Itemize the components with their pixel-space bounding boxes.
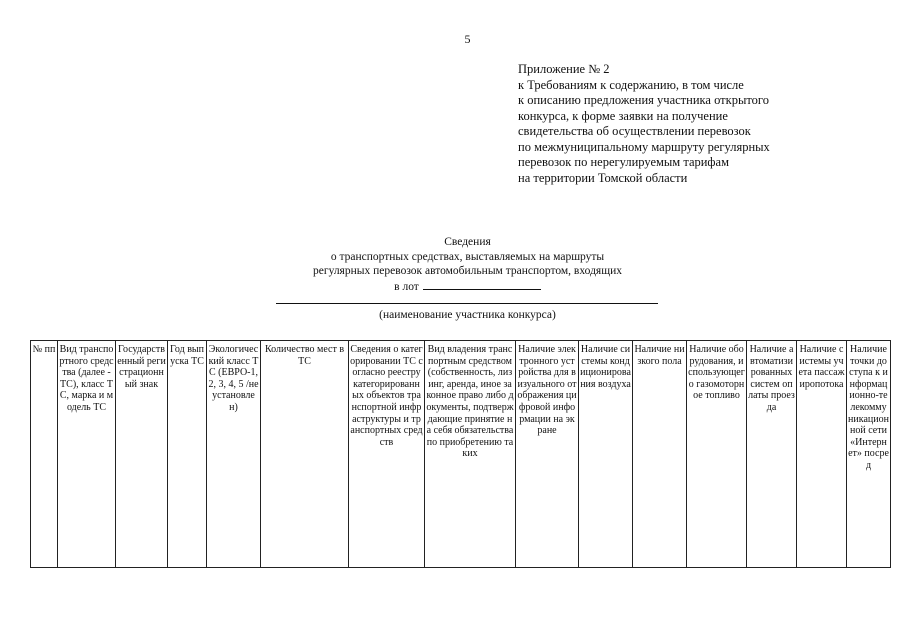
column-header: Наличие автоматизированных систем оплаты проезда <box>747 341 797 568</box>
participant-caption: (наименование участника конкурса) <box>379 309 556 321</box>
column-header: Наличие системы кондиционирования воздуха <box>579 341 633 568</box>
column-header: Количество мест в ТС <box>261 341 349 568</box>
appendix-line: по межмуниципальному маршруту регулярных <box>518 139 770 154</box>
lot-label: в лот <box>394 280 419 293</box>
document-subtitle-line: о транспортных средствах, выставляемых на маршруты <box>330 250 605 263</box>
appendix-line: Приложение № 2 <box>518 62 610 76</box>
vehicle-info-table <box>30 340 891 568</box>
column-header: Экологический класс ТС (ЕВРО-1, 2, 3, 4, 5 /не установлен) <box>207 341 261 568</box>
lot-blank-field[interactable] <box>423 279 541 290</box>
appendix-line: к Требованиям к содержанию, в том числе <box>518 77 744 92</box>
table-header-row <box>31 341 891 568</box>
column-header: Наличие электронного устройства для визуального отображения цифровой информации на экране <box>516 341 579 568</box>
column-header: Год выпуска ТС <box>168 341 207 568</box>
column-header: Государственный регистрационный знак <box>116 341 168 568</box>
document-heading: Сведения <box>444 236 491 248</box>
document-title-block <box>0 235 905 294</box>
appendix-line: конкурса, к форме заявки на получение <box>518 108 728 123</box>
appendix-line: к описанию предложения участника открытого <box>518 93 769 107</box>
column-header: Наличие точки доступа к информационно-телекоммуникационной сети «Интернет» посред <box>847 341 891 568</box>
appendix-line: перевозок по нерегулируемым тарифам <box>518 155 729 169</box>
column-header: Вид транспортного средства (далее - ТС), класс ТС, марка и модель ТС <box>58 341 116 568</box>
column-header: Сведения о категорировании ТС согласно реестру категорированных объектов транспортной инфраструктуры и транспортных средств <box>349 341 425 568</box>
column-header: Наличие оборудования, использующего газомоторное топливо <box>687 341 747 568</box>
participant-name-blank-field[interactable] <box>276 303 658 304</box>
lot-line <box>0 279 905 295</box>
column-header: Наличие низкого пола <box>633 341 687 568</box>
appendix-line: на территории Томской области <box>518 170 688 185</box>
column-header: Наличие системы учета пассажиропотока <box>797 341 847 568</box>
column-header: Вид владения транспортным средством (собственность, лизинг, аренда, иное законное право либо документы, подтверждающие принятие на себя обязательства по приобретению таких <box>425 341 516 568</box>
column-header: № пп <box>31 341 58 568</box>
appendix-line: свидетельства об осуществлении перевозок <box>518 124 751 138</box>
document-subtitle-line: регулярных перевозок автомобильным транспортом, входящих <box>313 265 622 277</box>
page-number: 5 <box>464 32 471 46</box>
appendix-reference <box>518 62 770 186</box>
